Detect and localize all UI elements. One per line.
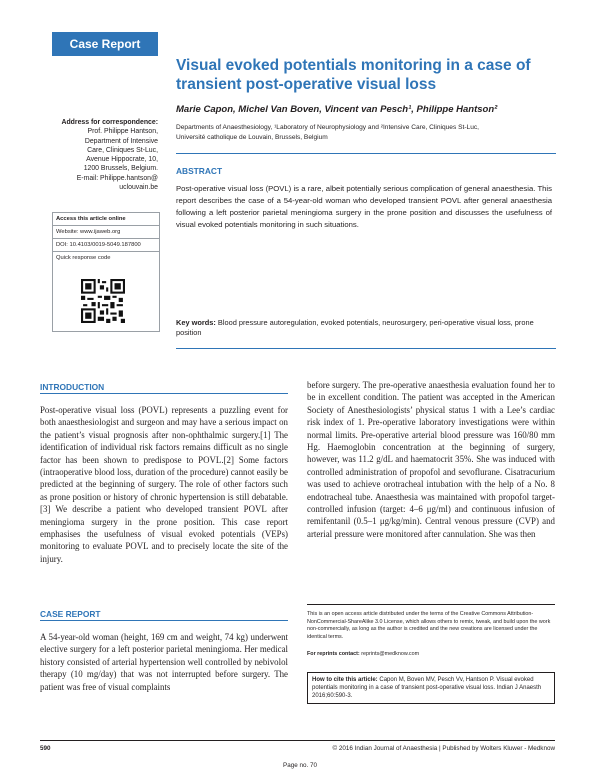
- introduction-heading: INTRODUCTION: [40, 382, 105, 392]
- divider: [40, 393, 288, 394]
- case-report-heading: CASE REPORT: [40, 609, 101, 619]
- footer-divider: [40, 740, 555, 741]
- correspondence-line: 1200 Brussels, Belgium.: [83, 165, 158, 173]
- divider: [307, 604, 555, 605]
- divider: [176, 153, 556, 154]
- correspondence-line: Department of Intensive: [84, 137, 158, 145]
- section-tab: Case Report: [52, 32, 158, 56]
- affiliations: [176, 123, 556, 143]
- access-box: [52, 212, 160, 332]
- website-link[interactable]: Website: www.ijaweb.org: [53, 226, 159, 239]
- authors: Marie Capon, Michel Van Boven, Vincent van Pesch¹, Philippe Hantson²: [176, 104, 498, 115]
- reprint-label: For reprints contact:: [307, 651, 360, 657]
- correspondence-line: uclouvain.be: [119, 184, 158, 192]
- reprint-contact: [307, 651, 555, 657]
- article-title: Visual evoked potentials monitoring in a case of transient post-operative visual loss: [176, 57, 531, 93]
- footer-journal: © 2016 Indian Journal of Anaesthesia | Published by Wolters Kluwer - Medknow: [332, 745, 555, 752]
- qr-label: Quick response code: [56, 255, 111, 261]
- divider: [40, 620, 288, 621]
- abstract-heading: ABSTRACT: [176, 166, 223, 176]
- abstract-text: Post-operative visual loss (POVL) is a rare, albeit potentially serious complication of general anaesthesia. This report describes the case of a 54-year-old woman who developed transient POVL after general anaesthesia following a left posterior parietal meningioma surgery in the prone position and discusses the usefulness of visual evoked potentials monitoring in such situations.: [176, 184, 552, 229]
- correspondence-block: [40, 118, 158, 192]
- footer-page-label: Page no. 70: [283, 762, 317, 769]
- reprint-email[interactable]: reprints@medknow.com: [359, 651, 420, 657]
- affiliation-line: Université catholique de Louvain, Brussels, Belgium: [176, 134, 328, 141]
- divider: [176, 348, 556, 349]
- correspondence-heading: Address for correspondence:: [61, 119, 158, 126]
- keywords-label: Key words:: [176, 318, 216, 327]
- correspondence-line: E-mail: Philippe.hantson@: [76, 174, 158, 182]
- license-text: This is an open access article distributed under the terms of the Creative Commons Attribution-NonCommercial-ShareAlike 3.0 License, which allows others to remix, tweak, and build upon the work non-commercially, as long as the author is credited and the new creations are licensed under the identical terms.: [307, 611, 551, 640]
- correspondence-line: Care, Cliniques St-Luc,: [87, 146, 158, 154]
- qr-code-icon: [81, 279, 125, 323]
- keywords-text: Blood pressure autoregulation, evoked potentials, neurosurgery, peri-operative visual loss, prone position: [176, 318, 534, 337]
- cite-text: Capon M, Boven MV, Pesch Vv, Hantson P. Visual evoked potentials monitoring in a case of transient post-operative visual loss. Indian J Anaesth 2016;60:590-3.: [312, 677, 542, 699]
- column2-text: before surgery. The pre-operative anaesthesia evaluation found her to be in excellent condition. The patient was accepted in the American Society of Anesthesiologists’ physical status 1 with a Lee’s cardiac risk index of 1. Pre-operative laboratory investigations were within normal limits. Pre-operative arterial blood pressure was 160/80 mm Hg. Haemoglobin concentration at the beginning of surgery, however, was 11.2 g/dL and haematocrit 35%. She was induced with controlled administration of propofol and sevoflurane. Cisatracurium was used to achieve orotracheal intubation with the help of a No. 8 endotracheal tube. Anaesthesia was maintained with propofol target-controlled infusion (target: 4–6 μg/ml) and continuous infusion of remifentanil (0.5–1 μg/kg/min). Central venous pressure (CVP) and arterial pressure were monitored after cannulation. She was then: [307, 380, 555, 539]
- introduction-text: Post-operative visual loss (POVL) represents a puzzling event for both anaesthesiologist and surgeon and may have a serious impact on the patient’s visual prognosis after non-ophthalmic surgery.[1] The identification of individual risk factors remains difficult as no single factor has been shown to predispose to POVL.[2] Some factors (intraoperative blood loss, duration of the procedure) cannot easily be predicted at the beginning of surgery. The role of other factors such as prone position or history of chronic hypertension is still debatable.[3] We describe a patient who developed transient POVL after meningioma surgery in the prone position. This case report emphasises the usefulness of visual evoked potentials (VEPs) monitoring to evaluate POVL and to precisely locate the site of the injury.: [40, 405, 288, 564]
- correspondence-line: Avenue Hippocrate, 10,: [86, 156, 158, 164]
- page-number: 590: [40, 745, 51, 752]
- cite-label: How to cite this article:: [312, 677, 378, 683]
- citation-box: [307, 672, 555, 704]
- case-report-text: A 54-year-old woman (height, 169 cm and weight, 74 kg) underwent elective surgery for a left posterior parietal meningioma. Her medical history consisted of arterial hypertension well controlled by nebivolol therapy (10 mg/day) that was not interrupted before surgery. The patient was free of visual complaints: [40, 632, 288, 692]
- access-heading: Access this article online: [53, 213, 159, 226]
- correspondence-line: Prof. Philippe Hantson,: [87, 128, 158, 136]
- doi-link[interactable]: DOI: 10.4103/0019-5049.187800: [53, 239, 159, 252]
- keywords: [176, 318, 552, 338]
- affiliation-line: Departments of Anaesthesiology, ¹Laboratory of Neurophysiology and ²Intensive Care, Cliniques St-Luc,: [176, 124, 479, 131]
